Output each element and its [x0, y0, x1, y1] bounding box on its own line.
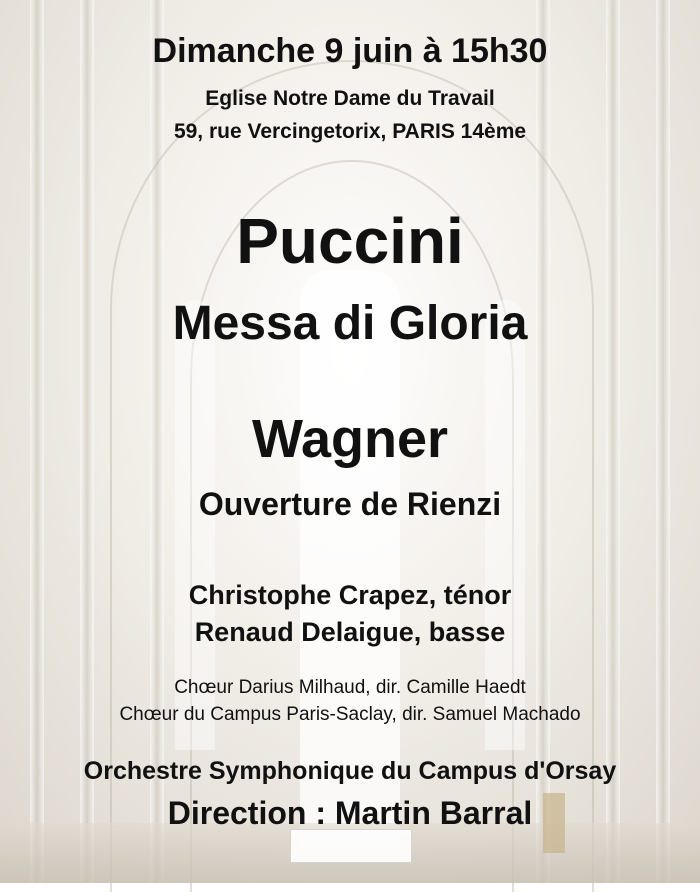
work-title: Messa di Gloria: [172, 297, 528, 350]
event-date: Dimanche 9 juin à 15h30: [152, 32, 548, 70]
soloist: Christophe Crapez, ténor: [188, 580, 512, 610]
venue-name: Eglise Notre Dame du Travail: [205, 87, 495, 110]
soloist: Renaud Delaigue, basse: [194, 617, 506, 647]
choir: Chœur Darius Milhaud, dir. Camille Haedt: [174, 677, 526, 698]
choir: Chœur du Campus Paris-Saclay, dir. Samuel Machado: [119, 704, 581, 725]
venue-address: 59, rue Vercingetorix, PARIS 14ème: [173, 120, 527, 143]
composer-title: Puccini: [236, 205, 464, 277]
conductor: Direction : Martin Barral: [167, 795, 533, 831]
work-title: Ouverture de Rienzi: [198, 486, 502, 522]
orchestra-name: Orchestre Symphonique du Campus d'Orsay: [83, 757, 617, 785]
composer-title: Wagner: [251, 409, 448, 469]
